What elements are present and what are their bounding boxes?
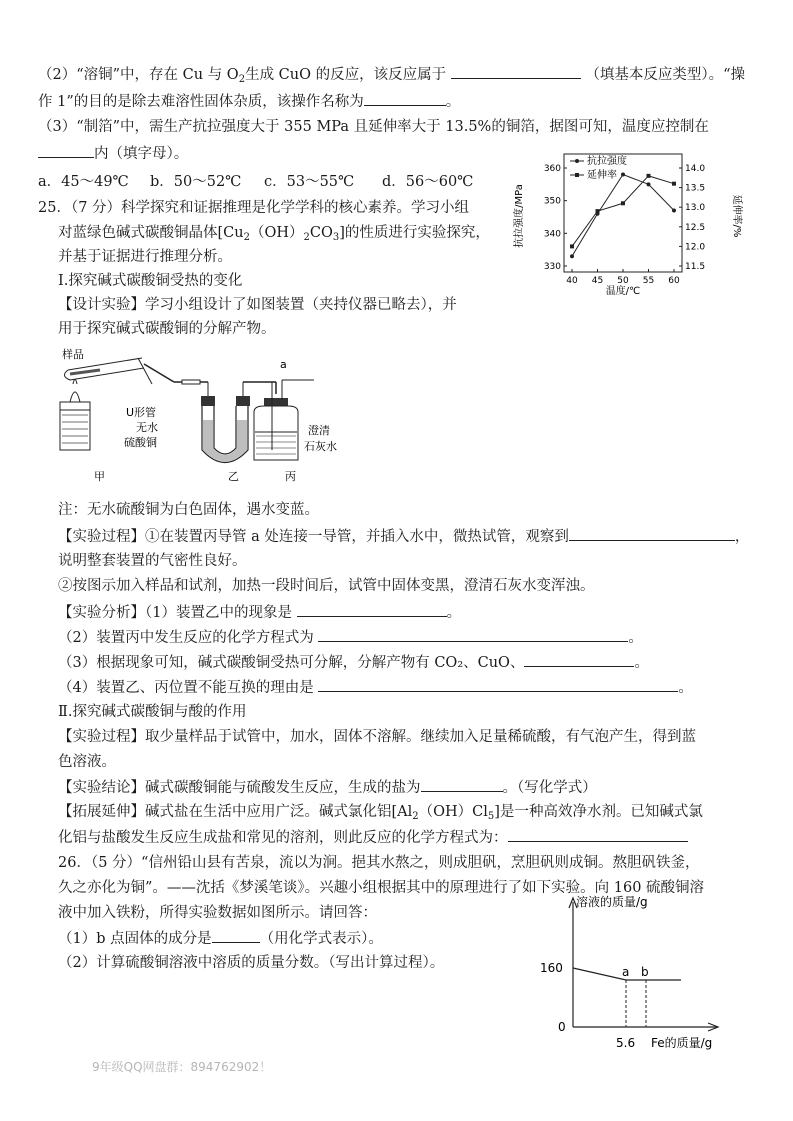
point-elongation [621, 201, 625, 205]
answer-blank[interactable] [364, 91, 446, 106]
answer-blank[interactable] [451, 64, 581, 79]
solution-mass-graph [528, 892, 728, 1052]
q24-option-d: d．56～60℃ [382, 174, 474, 190]
graph-160: 160 [540, 961, 563, 975]
q24-part3-line1: （3）“制箔”中，需生产抗拉强度大于 355 MPa 且延伸率大于 13.5%的铜箔，据图可知，温度应控制在 [38, 119, 709, 135]
point-elongation [596, 209, 600, 213]
legend-marker-elongation [575, 173, 579, 177]
point-strength [621, 173, 625, 177]
q26-line3: 液中加入铁粉，所得实验数据如图所示。请回答： [58, 905, 377, 921]
process1-line2: 说明整套装置的气密性良好。 [58, 553, 247, 569]
label-jia: 甲 [94, 470, 105, 483]
temperature-property-chart [512, 146, 762, 296]
answer-blank[interactable] [38, 143, 94, 158]
point-strength [647, 182, 651, 186]
point-elongation [672, 182, 676, 186]
label-anhydrous: 无水 [136, 421, 158, 434]
q24-option-b: b．50～52℃ [150, 174, 242, 190]
extension-line1: 【拓展延伸】碱式盐在生活中应用广泛。碱式氯化铝$[Al_2(OH)Cl_5]$是一种高效净水剂。已知碱式氯 [58, 804, 703, 822]
point-strength [570, 254, 574, 258]
y-right-tick-label: 11.5 [685, 262, 706, 272]
analysis-1: 【实验分析】（1）装置乙中的现象是 。 [58, 602, 461, 623]
apparatus-diagram [50, 340, 350, 490]
q24-part2-line2: 作 1”的目的是除去难溶性固体杂质，该操作名称为 。 [38, 91, 460, 112]
y-left-tick-label: 350 [543, 196, 561, 207]
y-right-tick-label: 13.0 [685, 203, 706, 214]
graph-56: 5.6 [616, 1036, 636, 1050]
answer-blank[interactable] [508, 827, 688, 842]
design-line2: 用于探究碱式碳酸铜的分解产物。 [58, 321, 276, 337]
q24-option-c: c．53～55℃ [264, 174, 355, 190]
q25-line3: 并基于证据进行推理分析。 [58, 249, 232, 265]
label-limewater2: 石灰水 [304, 440, 337, 453]
y-right-tick-label: 13.5 [685, 183, 706, 194]
conclusion: 【实验结论】碱式碳酸铜能与硫酸发生反应，生成的盐为 。（写化学式） [58, 777, 597, 798]
answer-blank[interactable] [421, 777, 503, 792]
process1-line1: 【实验过程】①在装置丙导管 a 处连接一导管，并插入水中，微热试管，观察到 ， [58, 526, 749, 547]
y-left-tick-label: 360 [543, 164, 561, 174]
x-tick-label: 60 [668, 276, 680, 286]
q24-part3-line2: 内（填字母）。 [38, 143, 188, 164]
answer-blank[interactable] [212, 928, 260, 943]
note: 注：无水硫酸铜为白色固体，遇水变蓝。 [58, 502, 319, 518]
design-line1: 【设计实验】学习小组设计了如图装置（夹持仪器已略去），并 [58, 297, 457, 313]
answer-blank[interactable] [569, 526, 735, 541]
graph-x-label: Fe的质量/g [651, 1036, 713, 1050]
q26-line1: 26．（5 分）“信州铅山县有苦泉，流以为涧。挹其水熬之，则成胆矾，烹胆矾则成铜。熬胆矾铁釜， [58, 855, 700, 871]
process2: ②按图示加入样品和试剂，加热一段时间后，试管中固体变黑，澄清石灰水变浑浊。 [58, 578, 595, 594]
label-limewater1: 澄清 [308, 424, 330, 437]
q25-line2: 对蓝绿色碱式碳酸铜晶体$[Cu_2(OH)_2CO_3]$的性质进行实验探究， [58, 225, 490, 243]
point-b-label: b [641, 965, 649, 979]
label-a: a [280, 358, 287, 371]
point-a-label: a [622, 965, 630, 979]
process3-line1: 【实验过程】取少量样品于试管中，加水，固体不溶解。继续加入足量稀硫酸，有气泡产生，得到蓝 [58, 729, 696, 745]
label-copper-sulfate: 硫酸铜 [124, 436, 157, 449]
y-right-tick-label: 12.5 [685, 222, 706, 233]
q24-option-a: a．45～49℃ [38, 174, 129, 190]
x-tick-label: 40 [566, 276, 578, 286]
footer-watermark: 9年级QQ网盘群：894762902！ [92, 1060, 272, 1074]
series-line-elongation [572, 176, 674, 247]
process3-line2: 色溶液。 [58, 754, 116, 770]
analysis-2: （2）装置丙中发生反应的化学方程式为 。 [58, 627, 643, 648]
y-left-tick-label: 340 [543, 229, 561, 240]
y-left-label: 抗拉强度/MPa [514, 184, 525, 248]
q26-line2: 久之亦化为铜”。——沈括《梦溪笔谈》。兴趣小组根据其中的原理进行了如下实验。向 160 硫酸铜溶 [58, 880, 705, 896]
point-strength [672, 208, 676, 212]
legend-marker-strength [575, 159, 579, 163]
alcohol-lamp [60, 380, 90, 451]
answer-blank[interactable] [318, 627, 628, 642]
label-sample: 样品 [62, 348, 84, 361]
analysis-3: （3）根据现象可知，碱式碳酸铜受热可分解，分解产物有 CO₂、CuO、 。 [58, 652, 649, 673]
label-u-tube: U形管 [126, 406, 157, 419]
answer-blank[interactable] [524, 652, 634, 667]
chart-legend [570, 154, 627, 181]
section-1-heading: Ⅰ.探究碱式碳酸铜受热的变化 [58, 273, 243, 289]
point-elongation [647, 174, 651, 178]
legend-elongation: 延伸率 [587, 170, 617, 181]
x-tick-label: 45 [591, 276, 604, 286]
x-tick-label: 50 [617, 276, 629, 286]
point-elongation [570, 244, 574, 248]
y-right-tick-label: 14.0 [685, 164, 706, 174]
x-tick-label: 55 [642, 276, 655, 286]
delivery-tube [144, 364, 174, 382]
q25-line1: 25．（7 分）科学探究和证据推理是化学学科的核心素养。学习小组 [38, 200, 470, 216]
q24-part2-line1: （2）“溶铜”中，存在 Cu 与 $O_2$生成 CuO 的反应，该反应属于 （填基本反应类型）。“操 [38, 64, 745, 90]
label-yi: 乙 [228, 470, 239, 483]
analysis-4: （4）装置乙、丙位置不能互换的理由是 。 [58, 677, 693, 698]
answer-blank[interactable] [297, 602, 447, 617]
y-left-tick-label: 330 [543, 262, 561, 272]
extension-line2: 化铝与盐酸发生反应生成盐和常见的溶剂，则此反应的化学方程式为： [58, 827, 688, 848]
answer-blank[interactable] [318, 677, 678, 692]
chart-marks [544, 164, 706, 286]
x-axis-label: 温度/℃ [605, 286, 641, 296]
graph-y-label: 溶液的质量/g [576, 895, 648, 909]
series-line-strength [572, 175, 674, 257]
q26-question2: （2）计算硫酸铜溶液中溶质的质量分数。（写出计算过程）。 [58, 955, 445, 971]
legend-strength: 抗拉强度 [587, 156, 627, 167]
y-right-label: 延伸率/% [731, 194, 742, 238]
plot-frame [564, 154, 682, 272]
q26-question1: （1）b 点固体的成分是 （用化学式表示）。 [58, 928, 383, 949]
graph-zero: 0 [558, 1020, 566, 1034]
u-tube [201, 382, 276, 463]
y-right-tick-label: 12.0 [685, 242, 706, 253]
test-tube [64, 358, 152, 384]
label-bing: 丙 [285, 470, 296, 483]
section-2-heading: Ⅱ.探究碱式碳酸铜与酸的作用 [58, 704, 247, 720]
